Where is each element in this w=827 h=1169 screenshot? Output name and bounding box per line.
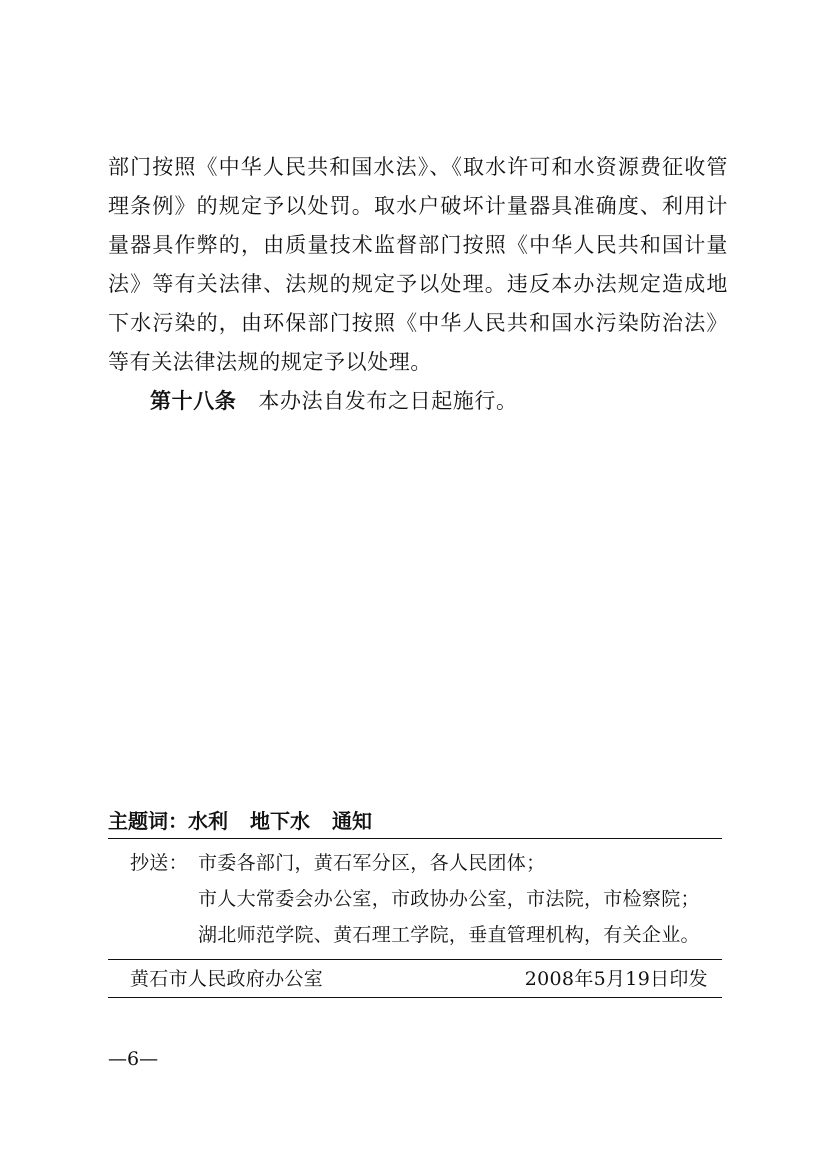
article-18: [108, 382, 728, 421]
keywords-label: 主题词：: [108, 809, 188, 833]
article-18-number: 第十八条: [150, 389, 237, 413]
issuer-divider: [108, 997, 722, 998]
cc-recipients-1: 市委各部门，黄石军分区，各人民团体；: [198, 852, 546, 874]
keyword-1: 水利: [188, 809, 228, 833]
body-line-3: 量器具作弊的，由质量技术监督部门按照《中华人民共和国计量: [108, 233, 728, 257]
keyword-3: 通知: [332, 809, 372, 833]
body-line-1: 部门按照《中华人民共和国水法》、《取水许可和水资源费征收管: [108, 155, 728, 179]
issuer-row: [130, 962, 708, 996]
issuer-name: 黄石市人民政府办公室: [130, 968, 324, 990]
cc-line-1: [130, 845, 730, 881]
body-line-2: 理条例》的规定予以处罚。取水户破坏计量器具准确度、利用计: [108, 194, 728, 218]
document-body: [108, 148, 728, 421]
cc-recipients-3: 湖北师范学院、黄石理工学院，垂直管理机构，有关企业。: [198, 924, 700, 946]
cc-block: [130, 845, 730, 953]
cc-divider: [108, 959, 722, 960]
body-line-6: 等有关法律法规的规定予以处理。: [108, 350, 432, 374]
body-line-4: 法》等有关法律、法规的规定予以处理。违反本办法规定造成地: [108, 272, 728, 296]
article-18-text: 本办法自发布之日起施行。: [258, 389, 518, 413]
keywords-divider: [108, 838, 722, 839]
keyword-2: 地下水: [250, 809, 310, 833]
page-number: —6—: [108, 1048, 159, 1070]
body-line-5: 下水污染的，由环保部门按照《中华人民共和国水污染防治法》: [108, 311, 728, 335]
issue-date: 2008年5月19日印发: [524, 968, 708, 990]
cc-recipients-2: 市人大常委会办公室，市政协办公室，市法院，市检察院；: [198, 888, 700, 910]
subject-keywords: [108, 806, 394, 836]
cc-label: 抄送：: [130, 852, 188, 874]
